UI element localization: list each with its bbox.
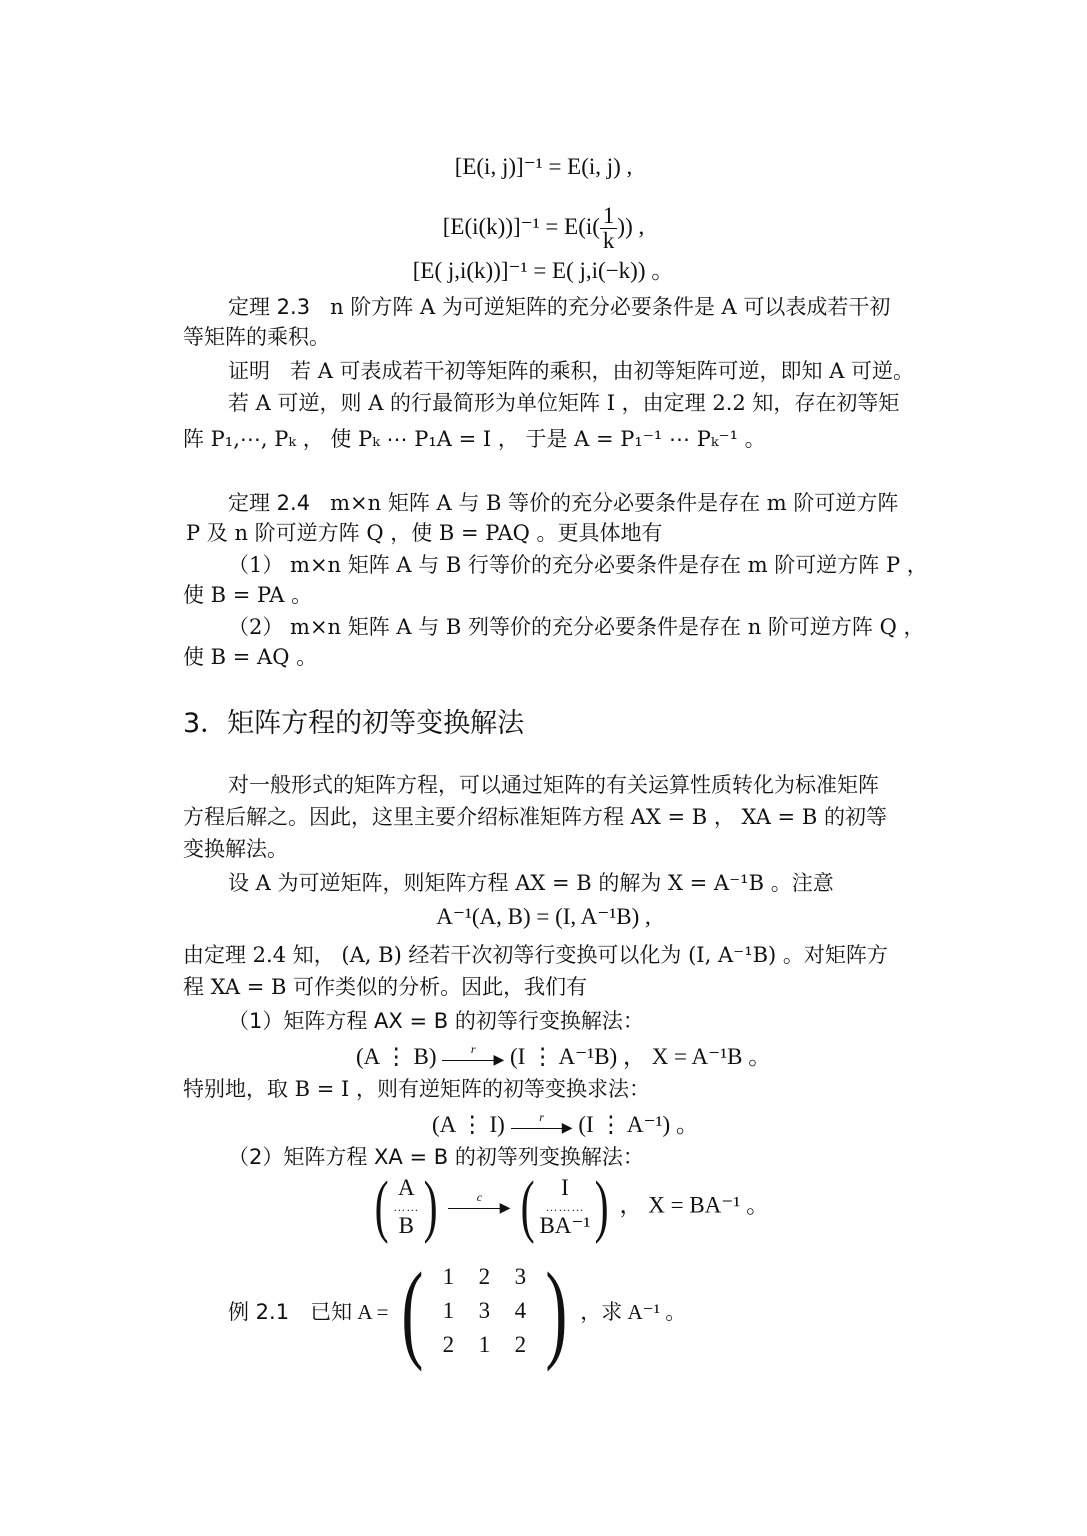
proof-label: 证明 [228,359,270,383]
matrix-cell: 4 [514,1298,527,1323]
fraction-denominator: k [602,228,615,253]
proof-line-1 [228,356,914,386]
theorem-2-4-item-2-line-2: 使 B = AQ 。 [183,645,318,669]
stack-right-top: I [561,1175,569,1200]
section-3-p1-line-3: 变换解法。 [183,837,288,861]
matrix-row [430,1328,538,1362]
theorem-2-3-line-1 [228,292,890,322]
stack-right-bottom: BA⁻¹ [539,1213,591,1238]
formula-inverse-scale [0,204,1087,253]
left-paren-icon-2: ( [520,1168,535,1245]
row-transform-arrow-icon: r ▶ [442,1048,504,1070]
stack-left: A …… B [393,1175,420,1238]
matrix-cell: 2 [478,1264,491,1289]
proof-text-1: 若 A 可表成若干初等矩阵的乘积，由初等矩阵可逆，即知 A 可逆。 [290,359,915,383]
theorem-2-3-text-1: n 阶方阵 A 为可逆矩阵的充分必要条件是 A 可以表成若干初 [330,295,891,319]
matrix-cell: 1 [478,1332,491,1357]
formula-inverse-swap: [E(i, j)]⁻¹ = E(i, j) , [454,154,633,179]
theorem-2-4-text-1: m×n 矩阵 A 与 B 等价的充分必要条件是存在 m 阶可逆方阵 [330,491,899,515]
method-1-left: (A ⋮ B) [356,1044,437,1069]
theorem-2-4-item-1-line-2: 使 B = PA 。 [183,583,313,607]
row-transform-arrow-icon-2: r ▶ [511,1116,573,1138]
method-1-right: (I ⋮ A⁻¹B) ， X = A⁻¹B 。 [510,1044,772,1069]
left-paren-icon: ( [374,1168,389,1245]
method-1-formula [356,1038,771,1071]
section-3-p1-line-1: 对一般形式的矩阵方程，可以通过矩阵的有关运算性质转化为标准矩阵 [228,773,879,797]
stack-left-top: A [398,1175,415,1200]
matrix-cell: 3 [478,1298,491,1323]
proof-line-2: 若 A 可逆，则 A 的行最简形为单位矩阵 I ，由定理 2.2 知，存在初等矩 [228,391,900,415]
matrix-row [430,1260,538,1294]
proof-line-3: 阵 P₁,⋯, Pₖ ， 使 Pₖ ⋯ P₁A = I ， 于是 A = P₁⁻¹ ⋯ Pₖ⁻¹ 。 [183,427,766,451]
stack-right: I ……… BA⁻¹ [539,1175,591,1238]
column-transform-arrow-icon: c ▶ [448,1196,510,1218]
special-case-line: 特别地，取 B = I ，则有逆矩阵的初等变换求法： [183,1077,651,1101]
section-3-p2-equation: A⁻¹(A, B) = (I, A⁻¹B) , [436,904,651,929]
section-3-heading: 3．矩阵方程的初等变换解法 [183,708,525,739]
fraction-one-over-k [600,204,618,253]
theorem-2-4-label: 定理 2.4 [228,491,311,515]
example-matrix [430,1260,538,1362]
matrix-row [430,1294,538,1328]
matrix-right-paren-icon: ) [545,1250,568,1372]
matrix-cell: 1 [442,1264,455,1289]
section-3-p2-line-1: 设 A 为可逆矩阵，则矩阵方程 AX = B 的解为 X = A⁻¹B 。注意 [228,871,834,895]
method-2-title: （2）矩阵方程 XA = B 的初等列变换解法： [228,1145,644,1169]
arrow-label-c: c [476,1190,483,1204]
example-2-1-prefix: 已知 A = [310,1300,389,1324]
matrix-cell: 2 [442,1332,455,1357]
inverse-right: (I ⋮ A⁻¹) 。 [578,1112,699,1137]
formula-inverse-scale-right: )) , [617,213,645,239]
matrix-cell: 2 [514,1332,527,1357]
inverse-left: (A ⋮ I) [432,1112,505,1137]
example-2-1-label: 例 2.1 [228,1300,290,1324]
theorem-2-4-line-2: P 及 n 阶可逆方阵 Q ，使 B = PAQ 。更具体地有 [186,521,663,545]
section-3-p3-line-2: 程 XA = B 可作类似的分析。因此，我们有 [183,975,588,999]
right-paren-icon-2: ) [595,1168,610,1245]
theorem-2-3-line-2: 等矩阵的乘积。 [183,325,330,349]
theorem-2-4-line-1 [228,488,898,518]
method-1-title: （1）矩阵方程 AX = B 的初等行变换解法： [228,1009,644,1033]
method-2-formula [370,1168,770,1245]
formula-inverse-add: [E( j,i(k))]⁻¹ = E( j,i(−k)) 。 [412,258,675,283]
fraction-numerator: 1 [600,204,618,229]
arrow-label-r-2: r [539,1109,544,1124]
example-2-1-suffix: ，求 A⁻¹ 。 [580,1300,687,1324]
theorem-2-4-item-1-line-1: （1） m×n 矩阵 A 与 B 行等价的充分必要条件是存在 m 阶可逆方阵 P ， [228,553,928,577]
right-paren-icon: ) [423,1168,438,1245]
section-3-p1-line-2: 方程后解之。因此，这里主要介绍标准矩阵方程 AX = B ， XA = B 的初等 [183,805,887,829]
method-2-result: ， X = BA⁻¹ 。 [619,1192,770,1218]
matrix-left-paren-icon: ( [401,1250,423,1372]
theorem-2-4-item-2-line-1: （2） m×n 矩阵 A 与 B 列等价的充分必要条件是存在 n 阶可逆方阵 Q ， [228,615,925,639]
example-2-1 [228,1250,687,1372]
section-3-p3-line-1: 由定理 2.4 知， (A, B) 经若干次初等行变换可以化为 (I, A⁻¹B) 。对矩阵方 [183,943,888,967]
inverse-formula [432,1106,699,1139]
matrix-cell: 3 [514,1264,527,1289]
matrix-cell: 1 [442,1298,455,1323]
stack-left-bottom: B [398,1213,414,1238]
theorem-2-3-label: 定理 2.3 [228,295,311,319]
formula-inverse-scale-left: [E(i(k))]⁻¹ = E(i( [442,213,600,239]
arrow-label-r: r [470,1041,476,1056]
